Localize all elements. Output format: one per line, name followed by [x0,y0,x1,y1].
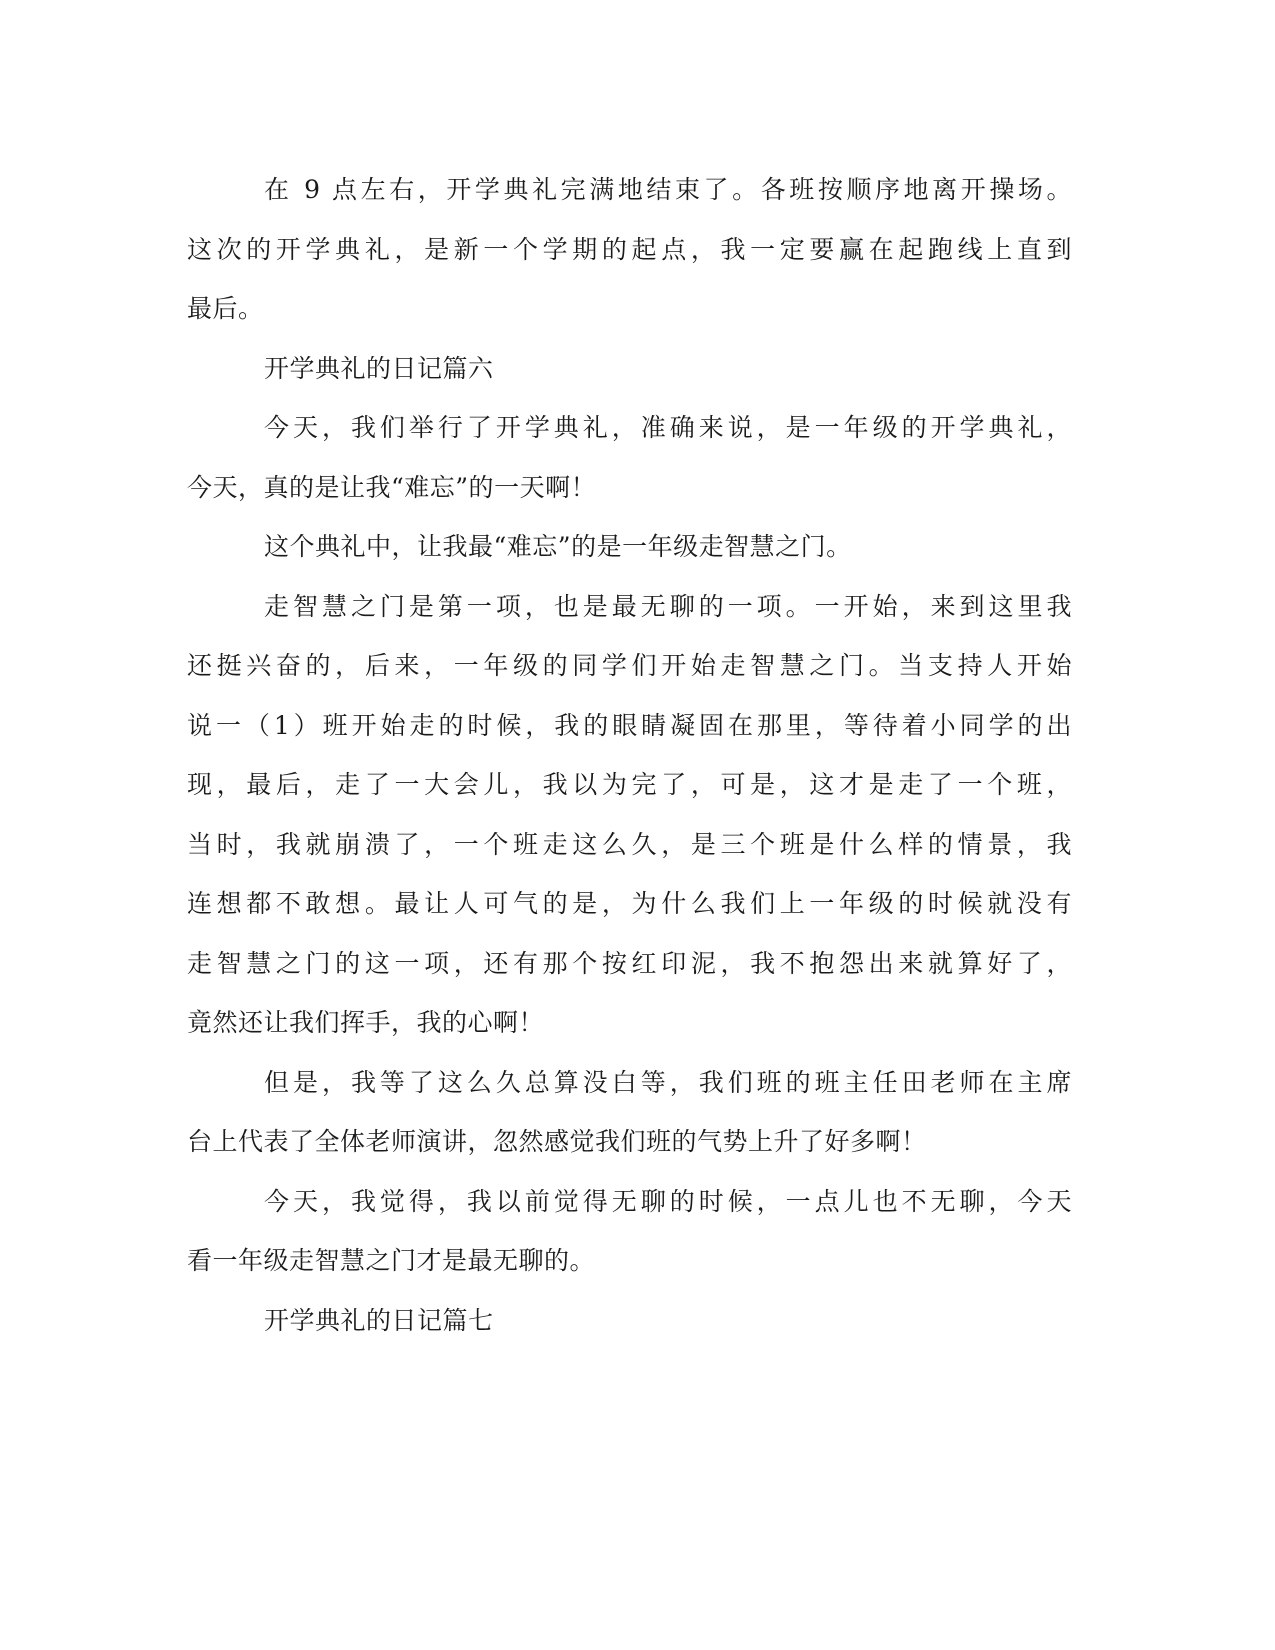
paragraph-line: 还挺兴奋的，后来，一年级的同学们开始走智慧之门。当支持人开始 [187,651,1072,680]
section-heading: 开学典礼的日记篇七 [264,1305,494,1335]
paragraph-line: 但是，我等了这么久总算没白等，我们班的班主任田老师在主席 [264,1067,1072,1097]
paragraph-line: 走智慧之门是第一项，也是最无聊的一项。一开始，来到这里我 [264,591,1072,621]
paragraph-line: 看一年级走智慧之门才是最无聊的。 [187,1246,596,1275]
paragraph-line: 最后。 [187,294,264,323]
paragraph-line: 这个典礼中，让我最“难忘”的是一年级走智慧之门。 [264,532,852,561]
section-heading: 开学典礼的日记篇六 [264,353,494,383]
paragraph-line: 这次的开学典礼，是新一个学期的起点，我一定要赢在起跑线上直到 [187,234,1072,264]
paragraph-line: 说一（1）班开始走的时候，我的眼睛凝固在那里，等待着小同学的出 [187,710,1072,740]
document-page [187,160,1072,1350]
paragraph-line: 现，最后，走了一大会儿，我以为完了，可是，这才是走了一个班， [187,770,1072,799]
paragraph-line: 当时，我就崩溃了，一个班走这么久，是三个班是什么样的情景，我 [187,829,1072,859]
paragraph-line: 走智慧之门的这一项，还有那个按红印泥，我不抱怨出来就算好了， [187,948,1072,978]
paragraph-line: 在 9 点左右，开学典礼完满地结束了。各班按顺序地离开操场。 [264,175,1072,204]
paragraph-line: 竟然还让我们挥手，我的心啊！ [187,1008,545,1037]
paragraph-line: 今天，我觉得，我以前觉得无聊的时候，一点儿也不无聊，今天 [264,1186,1072,1216]
paragraph-line: 台上代表了全体老师演讲，忽然感觉我们班的气势上升了好多啊！ [187,1127,927,1156]
paragraph-line: 今天，我们举行了开学典礼，准确来说，是一年级的开学典礼， [264,413,1072,442]
paragraph-line: 连想都不敢想。最让人可气的是，为什么我们上一年级的时候就没有 [187,889,1072,918]
paragraph-line: 今天，真的是让我“难忘”的一天啊！ [187,472,597,502]
